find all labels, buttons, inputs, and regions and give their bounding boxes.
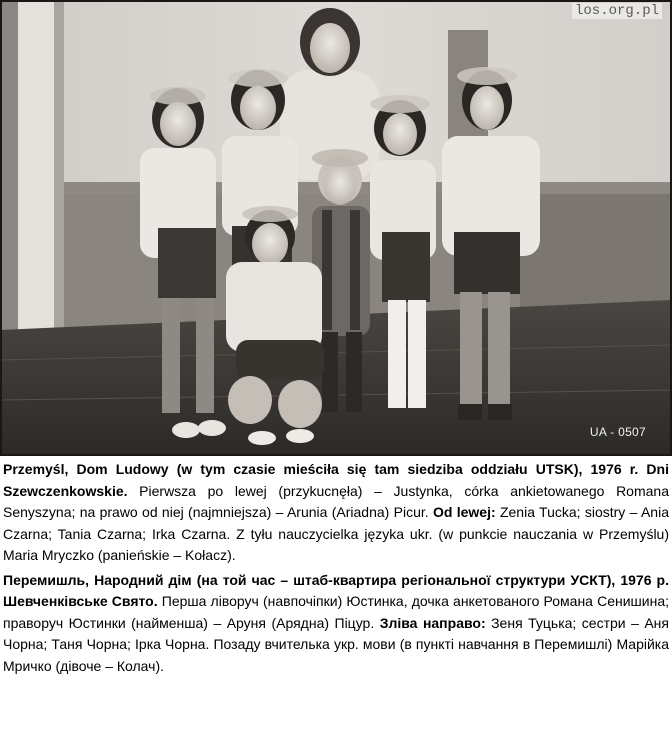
caption-block: [3, 459, 669, 680]
caption-ukrainian: [3, 570, 669, 678]
caption-ukrainian-text-1: Перша ліворуч (навпочіпки) Юстинка, дочка анкетованого Романа Сенишина; праворуч Юстинки (найменша) – Аруня (Арядна) Піцур.: [3, 593, 670, 631]
caption-polish-heading: Przemyśl, Dom Ludowy (w tym czasie mieściła się tam siedziba oddziału UTSK), 1976 r. Dni Szewczenkowskie.: [3, 461, 669, 499]
photo-id-label: UA - 0507: [589, 425, 646, 439]
caption-ukrainian-from-left: Зліва направо:: [379, 614, 486, 631]
caption-polish: [3, 459, 669, 567]
watermark-text: los.org.pl: [572, 3, 662, 19]
caption-ukrainian-text-2: Зеня Туцька; сестри – Аня Чорна; Таня Чорна; Ірка Чорна. Позаду вчителька укр. мови (в пункті навчання в Перемишлі) Марійка Мричко (дівоче – Колач).: [3, 614, 669, 674]
caption-polish-text-1: Pierwsza po lewej (przykucnęła) – Justynka, córka ankietowanego Romana Senyszyna; na prawo od niej (najmniejsza) – Arunia (Ariadna) Picur.: [3, 482, 669, 520]
caption-polish-from-left: Od lewej:: [432, 504, 496, 520]
caption-polish-text-2: Zenia Tucka; siostry – Ania Czarna; Tania Czarna; Irka Czarna. Z tyłu nauczycielka języka ukr. (w punkcie nauczania w Przemyślu) Maria Mryczko (panieńskie – Kołacz).: [3, 504, 669, 563]
caption-ukrainian-heading: Перемишль, Народний дім (на той час – штаб-квартира регіональної структури УСКТ), 1976 р. Шевченківське Свято.: [3, 571, 669, 609]
